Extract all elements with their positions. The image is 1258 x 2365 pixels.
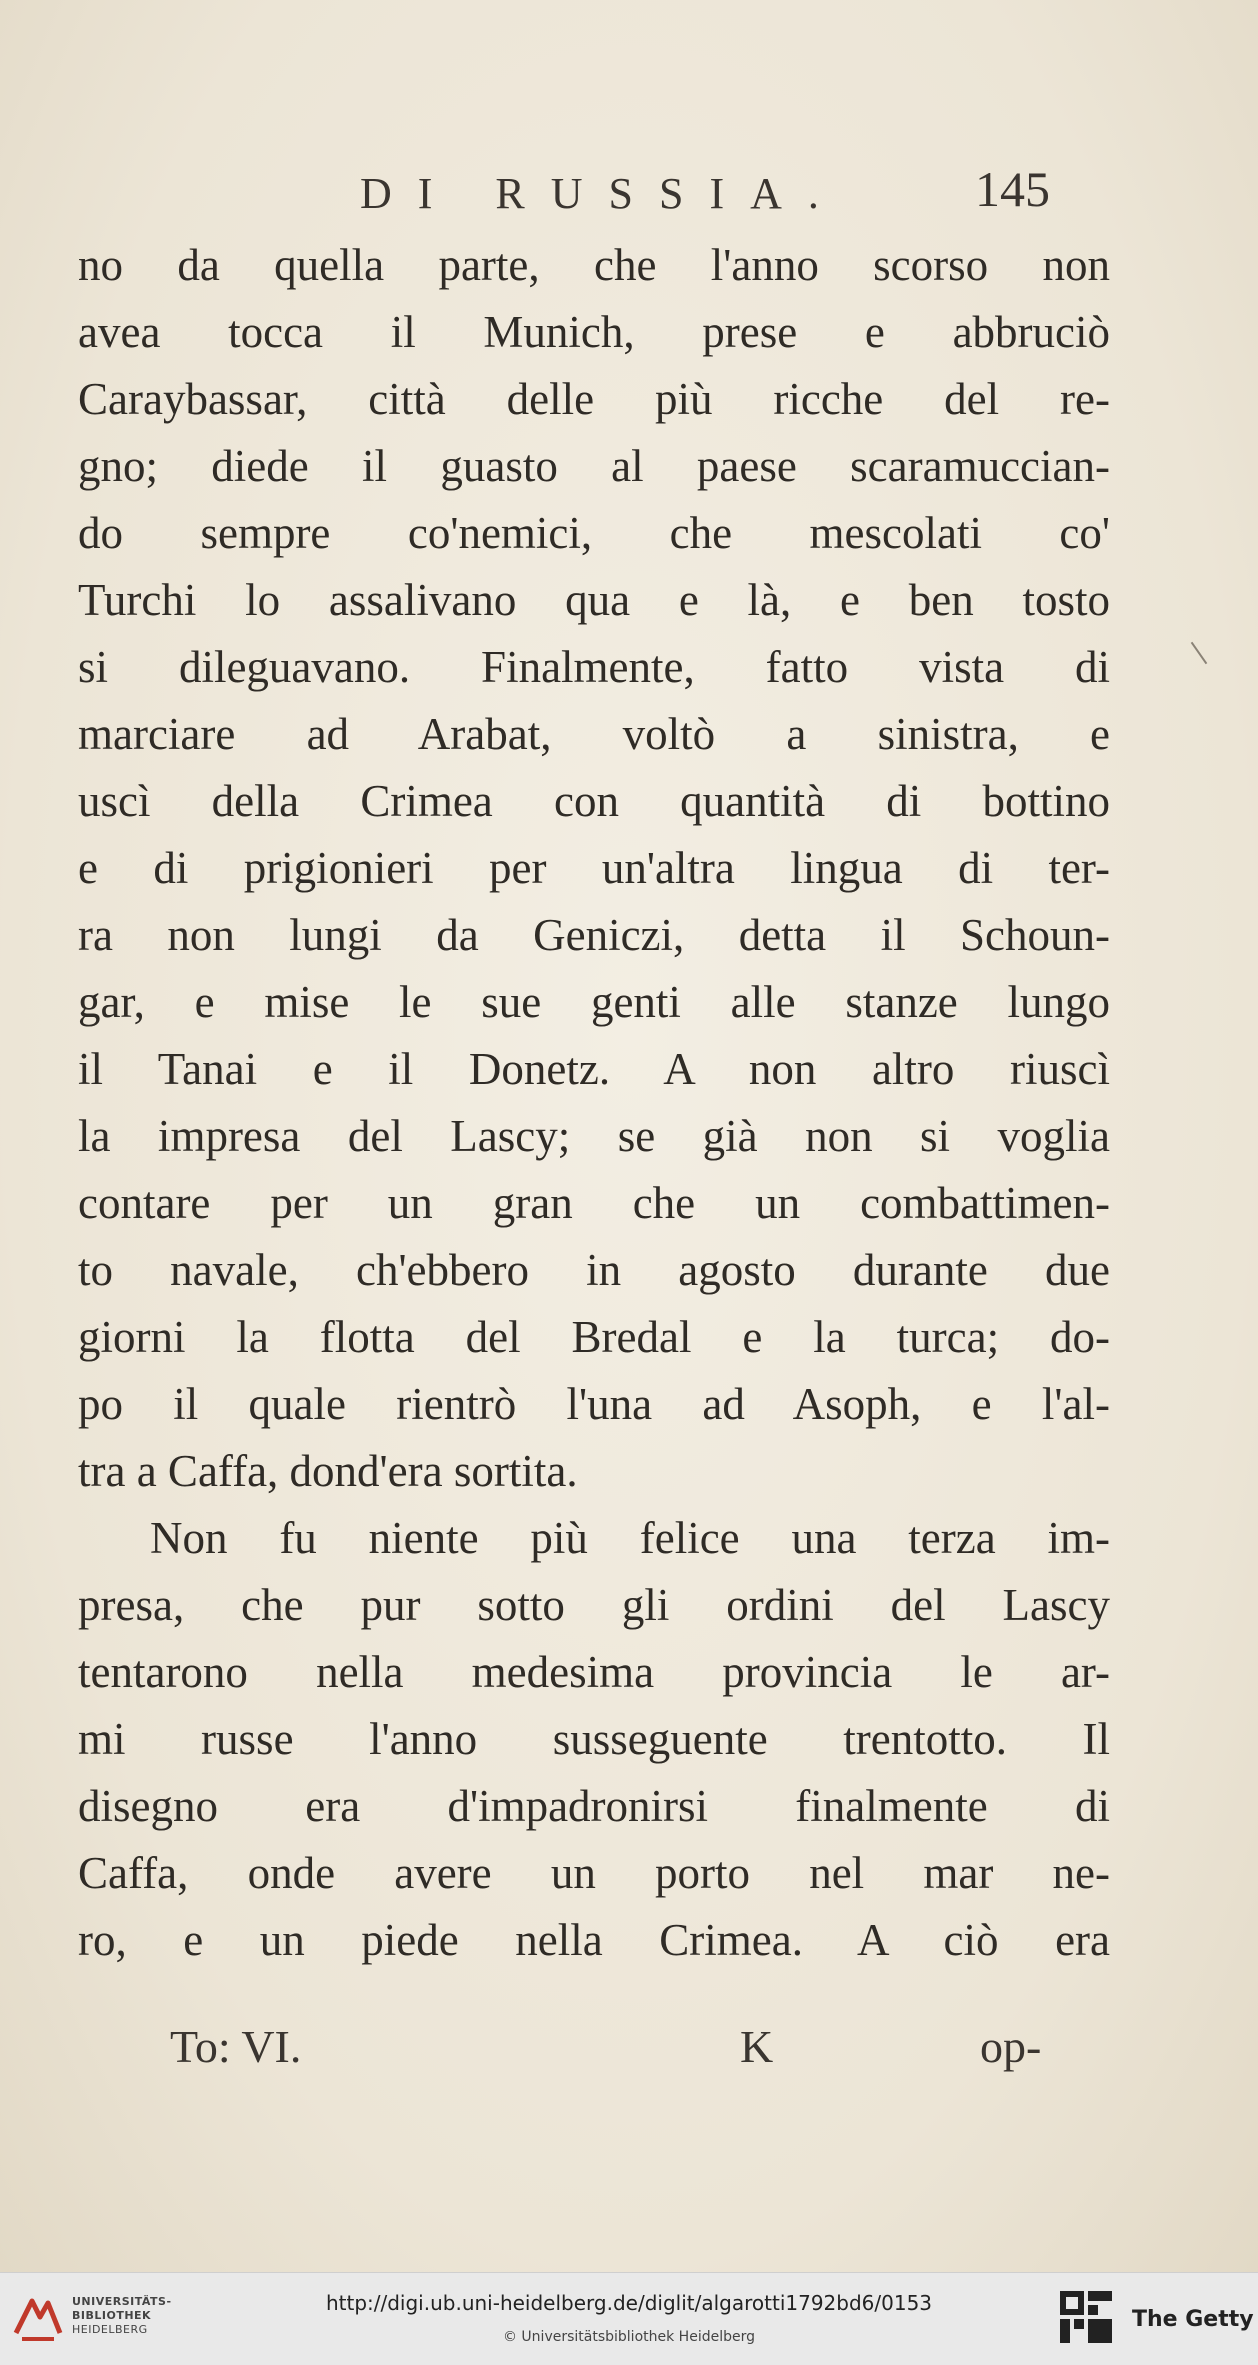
text-line: do sempre co'nemici, che mescolati co' bbox=[78, 508, 1110, 558]
text-line: marciare ad Arabat, voltò a sinistra, e bbox=[78, 709, 1110, 759]
catchword: op- bbox=[980, 2021, 1042, 2072]
library-name-line: HEIDELBERG bbox=[72, 2323, 148, 2336]
text-line: il Tanai e il Donetz. A non altro riuscì bbox=[78, 1044, 1110, 1094]
text-line: po il quale rientrò l'una ad Asoph, e l'al- bbox=[78, 1379, 1110, 1429]
library-name-line: BIBLIOTHEK bbox=[72, 2309, 152, 2322]
text-line: giorni la flotta del Bredal e la turca; do- bbox=[78, 1312, 1110, 1362]
paragraph-start-line: Non fu niente più felice una terza im- bbox=[150, 1513, 1110, 1563]
text-line: ro, e un piede nella Crimea. A ciò era bbox=[78, 1915, 1110, 1965]
text-line: Turchi lo assalivano qua e là, e ben tosto bbox=[78, 575, 1110, 625]
text-line: tra a Caffa, dond'era sortita. bbox=[78, 1446, 578, 1496]
getty-logo-icon bbox=[1058, 2289, 1116, 2347]
text-line: uscì della Crimea con quantità di bottino bbox=[78, 776, 1110, 826]
text-line: ra non lungi da Geniczi, detta il Schoun- bbox=[78, 910, 1110, 960]
text-line: tentarono nella medesima provincia le ar- bbox=[78, 1647, 1110, 1697]
permalink-url[interactable]: http://digi.ub.uni-heidelberg.de/diglit/algarotti1792bd6/0153 bbox=[325, 2291, 933, 2315]
page-footer bbox=[0, 2020, 1258, 2090]
signature-letter: K bbox=[740, 2021, 774, 2072]
volume-signature: To: VI. bbox=[170, 2021, 302, 2072]
text-line: e di prigionieri per un'altra lingua di ter- bbox=[78, 843, 1110, 893]
text-line: gar, e mise le sue genti alle stanze lungo bbox=[78, 977, 1110, 1027]
text-line: gno; diede il guasto al paese scaramuccian- bbox=[78, 441, 1110, 491]
text-line: contare per un gran che un combattimen- bbox=[78, 1178, 1110, 1228]
page-number: 145 bbox=[975, 161, 1050, 217]
getty-name: The Getty bbox=[1132, 2307, 1254, 2332]
text-line: Caffa, onde avere un porto nel mar ne- bbox=[78, 1848, 1110, 1898]
running-title: DI RUSSIA. bbox=[360, 169, 845, 218]
text-line: disegno era d'impadronirsi finalmente di bbox=[78, 1781, 1110, 1831]
text-line: presa, che pur sotto gli ordini del Lascy bbox=[78, 1580, 1110, 1630]
text-line: Caraybassar, città delle più ricche del re- bbox=[78, 374, 1110, 424]
library-name-line: UNIVERSITÄTS- bbox=[72, 2295, 172, 2308]
text-line: mi russe l'anno susseguente trentotto. Il bbox=[78, 1714, 1110, 1764]
text-line: avea tocca il Munich, prese e abbruciò bbox=[78, 307, 1110, 357]
stray-mark bbox=[1191, 642, 1208, 664]
viewer-footer-bar bbox=[0, 2272, 1258, 2365]
text-line: si dileguavano. Finalmente, fatto vista di bbox=[78, 642, 1110, 692]
copyright-notice: © Universitätsbibliothek Heidelberg bbox=[502, 2329, 755, 2345]
page-header bbox=[0, 160, 1258, 230]
text-line: la impresa del Lascy; se già non si voglia bbox=[78, 1111, 1110, 1161]
text-line: to navale, ch'ebbero in agosto durante due bbox=[78, 1245, 1110, 1295]
body-text bbox=[78, 232, 1110, 1974]
text-line: no da quella parte, che l'anno scorso non bbox=[78, 240, 1110, 290]
